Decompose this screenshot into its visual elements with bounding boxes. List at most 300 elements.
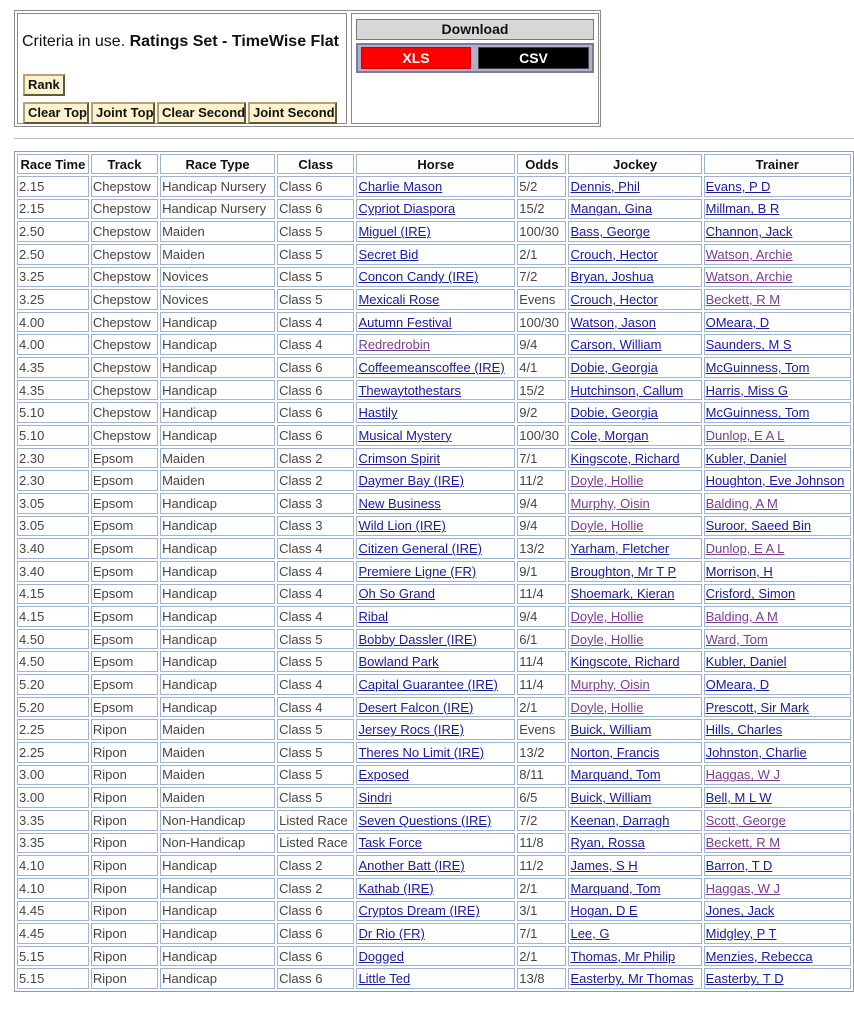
race-time-cell: 3.40	[17, 561, 89, 582]
class-cell: Class 4	[277, 674, 354, 695]
jockey-link[interactable]: Ryan, Rossa	[570, 835, 645, 851]
track-cell: Epsom	[91, 493, 158, 514]
odds-cell: Evens	[517, 719, 566, 740]
horse-link[interactable]: Dogged	[358, 948, 404, 964]
race-type-cell: Maiden	[160, 787, 275, 808]
clear-second-button[interactable]: Clear Second	[157, 102, 246, 124]
class-cell: Class 3	[277, 516, 354, 537]
horse-link[interactable]: Daymer Bay (IRE)	[358, 473, 464, 489]
horse-cell	[356, 425, 515, 446]
results-body	[17, 176, 851, 989]
jockey-link[interactable]: Easterby, Mr Thomas	[570, 971, 694, 987]
horse-link[interactable]: Musical Mystery	[358, 427, 452, 443]
track-cell: Chepstow	[91, 244, 158, 265]
jockey-link[interactable]: Doyle, Hollie	[570, 699, 644, 715]
jockey-link[interactable]: Bryan, Joshua	[570, 269, 654, 285]
jockey-link[interactable]: Crouch, Hector	[570, 246, 658, 262]
jockey-link[interactable]: Dobie, Georgia	[570, 405, 658, 421]
race-type-cell: Handicap	[160, 380, 275, 401]
horse-link[interactable]: Crimson Spirit	[358, 450, 441, 466]
trainer-link[interactable]: Evans, P D	[705, 178, 771, 194]
trainer-link[interactable]: Beckett, R M	[705, 835, 781, 851]
jockey-cell	[568, 629, 701, 650]
table-row	[17, 742, 851, 763]
trainer-link[interactable]: OMeara, D	[705, 676, 770, 692]
jockey-link[interactable]: Doyle, Hollie	[570, 473, 644, 489]
divider	[14, 138, 854, 139]
table-row	[17, 810, 851, 831]
odds-cell: Evens	[517, 289, 566, 310]
horse-link[interactable]: Autumn Festival	[358, 314, 452, 330]
xls-download-button[interactable]: XLS	[361, 47, 471, 69]
race-time-cell: 5.15	[17, 946, 89, 967]
race-time-cell: 4.10	[17, 855, 89, 876]
horse-cell	[356, 538, 515, 559]
track-cell: Chepstow	[91, 289, 158, 310]
class-cell: Class 6	[277, 199, 354, 220]
race-type-cell: Handicap	[160, 334, 275, 355]
race-type-cell: Maiden	[160, 742, 275, 763]
trainer-link[interactable]: Menzies, Rebecca	[705, 948, 813, 964]
race-type-cell: Handicap	[160, 968, 275, 989]
jockey-cell	[568, 561, 701, 582]
race-time-cell: 4.10	[17, 878, 89, 899]
class-cell: Class 2	[277, 448, 354, 469]
race-type-cell: Maiden	[160, 448, 275, 469]
trainer-link[interactable]: Balding, A M	[705, 495, 778, 511]
trainer-cell	[704, 199, 851, 220]
track-cell: Chepstow	[91, 176, 158, 197]
horse-link[interactable]: Sindri	[358, 790, 392, 806]
track-cell: Epsom	[91, 629, 158, 650]
jockey-cell	[568, 855, 701, 876]
race-type-cell: Handicap	[160, 855, 275, 876]
horse-cell	[356, 176, 515, 197]
table-row	[17, 765, 851, 786]
horse-link[interactable]: Seven Questions (IRE)	[358, 812, 492, 828]
jockey-cell	[568, 584, 701, 605]
table-row	[17, 538, 851, 559]
race-time-cell: 4.00	[17, 312, 89, 333]
horse-link[interactable]: Citizen General (IRE)	[358, 541, 482, 557]
table-row	[17, 719, 851, 740]
jockey-cell	[568, 833, 701, 854]
jockey-link[interactable]: Buick, William	[570, 722, 652, 738]
class-cell: Class 6	[277, 425, 354, 446]
race-time-cell: 3.35	[17, 833, 89, 854]
race-type-cell: Handicap	[160, 923, 275, 944]
criteria-text	[22, 33, 339, 51]
jockey-cell	[568, 810, 701, 831]
trainer-cell	[704, 289, 851, 310]
trainer-cell	[704, 901, 851, 922]
table-row	[17, 946, 851, 967]
horse-link[interactable]: Wild Lion (IRE)	[358, 518, 446, 534]
race-type-cell: Novices	[160, 289, 275, 310]
table-row	[17, 584, 851, 605]
jockey-link[interactable]: Dennis, Phil	[570, 178, 640, 194]
trainer-link[interactable]: Dunlop, E A L	[705, 427, 785, 443]
track-cell: Ripon	[91, 878, 158, 899]
track-cell: Ripon	[91, 787, 158, 808]
track-cell: Ripon	[91, 810, 158, 831]
jockey-cell	[568, 402, 701, 423]
horse-link[interactable]: Bowland Park	[358, 654, 439, 670]
jockey-link[interactable]: Doyle, Hollie	[570, 518, 644, 534]
jockey-cell	[568, 787, 701, 808]
jockey-link[interactable]: Marquand, Tom	[570, 880, 661, 896]
trainer-cell	[704, 584, 851, 605]
csv-download-button[interactable]: CSV	[478, 47, 589, 69]
jockey-link[interactable]: Mangan, Gina	[570, 201, 653, 217]
class-cell: Class 6	[277, 901, 354, 922]
horse-link[interactable]: Task Force	[358, 835, 423, 851]
table-row	[17, 176, 851, 197]
horse-cell	[356, 312, 515, 333]
class-cell: Class 4	[277, 561, 354, 582]
horse-cell	[356, 946, 515, 967]
horse-cell	[356, 697, 515, 718]
jockey-link[interactable]: Murphy, Oisin	[570, 495, 650, 511]
horse-link[interactable]: Ribal	[358, 608, 389, 624]
horse-link[interactable]: Another Batt (IRE)	[358, 858, 465, 874]
table-row	[17, 267, 851, 288]
jockey-link[interactable]: Hogan, D E	[570, 903, 638, 919]
trainer-link[interactable]: McGuinness, Tom	[705, 359, 810, 375]
trainer-link[interactable]: Jones, Jack	[705, 903, 775, 919]
race-type-cell: Handicap	[160, 584, 275, 605]
odds-cell: 9/2	[517, 402, 566, 423]
trainer-cell	[704, 742, 851, 763]
jockey-link[interactable]: Bass, George	[570, 224, 650, 240]
race-time-cell: 3.00	[17, 765, 89, 786]
download-box	[351, 13, 599, 124]
odds-cell: 11/4	[517, 584, 566, 605]
race-time-cell: 4.15	[17, 606, 89, 627]
trainer-link[interactable]: Channon, Jack	[705, 224, 793, 240]
horse-link[interactable]: Theres No Limit (IRE)	[358, 744, 485, 760]
table-row	[17, 312, 851, 333]
horse-link[interactable]: Exposed	[358, 767, 410, 783]
trainer-link[interactable]: Johnston, Charlie	[705, 744, 807, 760]
trainer-link[interactable]: OMeara, D	[705, 314, 770, 330]
trainer-link[interactable]: Bell, M L W	[705, 790, 772, 806]
trainer-link[interactable]: Balding, A M	[705, 608, 778, 624]
trainer-link[interactable]: Saunders, M S	[705, 337, 792, 353]
table-row	[17, 968, 851, 989]
track-cell: Epsom	[91, 606, 158, 627]
table-row	[17, 516, 851, 537]
race-time-cell: 4.00	[17, 334, 89, 355]
race-time-cell: 4.45	[17, 901, 89, 922]
odds-cell: 9/1	[517, 561, 566, 582]
jockey-link[interactable]: Crouch, Hector	[570, 292, 658, 308]
horse-cell	[356, 629, 515, 650]
race-time-cell: 3.05	[17, 493, 89, 514]
track-cell: Chepstow	[91, 199, 158, 220]
race-type-cell: Handicap	[160, 312, 275, 333]
table-row	[17, 606, 851, 627]
race-time-cell: 2.25	[17, 719, 89, 740]
trainer-link[interactable]: Kubler, Daniel	[705, 450, 787, 466]
race-time-cell: 2.30	[17, 470, 89, 491]
table-row	[17, 380, 851, 401]
jockey-cell	[568, 334, 701, 355]
horse-cell	[356, 901, 515, 922]
header-race-type: Race Type	[160, 154, 275, 174]
odds-cell: 7/1	[517, 923, 566, 944]
horse-link[interactable]: Charlie Mason	[358, 178, 443, 194]
trainer-cell	[704, 968, 851, 989]
jockey-cell	[568, 946, 701, 967]
jockey-link[interactable]: Broughton, Mr T P	[570, 563, 677, 579]
race-time-cell: 2.15	[17, 176, 89, 197]
jockey-cell	[568, 697, 701, 718]
race-time-cell: 3.00	[17, 787, 89, 808]
trainer-link[interactable]: Kubler, Daniel	[705, 654, 787, 670]
horse-link[interactable]: New Business	[358, 495, 441, 511]
trainer-link[interactable]: Millman, B R	[705, 201, 780, 217]
horse-link[interactable]: Capital Guarantee (IRE)	[358, 676, 498, 692]
trainer-link[interactable]: Beckett, R M	[705, 292, 781, 308]
race-time-cell: 5.10	[17, 425, 89, 446]
jockey-cell	[568, 968, 701, 989]
trainer-link[interactable]: Morrison, H	[705, 563, 773, 579]
table-row	[17, 629, 851, 650]
race-type-cell: Handicap	[160, 425, 275, 446]
horse-cell	[356, 833, 515, 854]
class-cell: Class 6	[277, 968, 354, 989]
horse-link[interactable]: Concon Candy (IRE)	[358, 269, 479, 285]
clear-top-button[interactable]: Clear Top	[23, 102, 89, 124]
trainer-cell	[704, 651, 851, 672]
trainer-link[interactable]: Midgley, P T	[705, 925, 777, 941]
horse-cell	[356, 357, 515, 378]
race-time-cell: 3.35	[17, 810, 89, 831]
horse-cell	[356, 719, 515, 740]
horse-cell	[356, 810, 515, 831]
jockey-cell	[568, 357, 701, 378]
jockey-link[interactable]: Norton, Francis	[570, 744, 660, 760]
odds-cell: 5/2	[517, 176, 566, 197]
jockey-link[interactable]: Marquand, Tom	[570, 767, 661, 783]
jockey-link[interactable]: Cole, Morgan	[570, 427, 649, 443]
horse-link[interactable]: Coffeemeanscoffee (IRE)	[358, 359, 505, 375]
horse-link[interactable]: Jersey Rocs (IRE)	[358, 722, 464, 738]
horse-link[interactable]: Thewaytothestars	[358, 382, 462, 398]
horse-cell	[356, 199, 515, 220]
horse-cell	[356, 765, 515, 786]
trainer-link[interactable]: Barron, T D	[705, 858, 773, 874]
horse-cell	[356, 221, 515, 242]
jockey-cell	[568, 221, 701, 242]
track-cell: Epsom	[91, 584, 158, 605]
race-time-cell: 3.25	[17, 267, 89, 288]
jockey-link[interactable]: Murphy, Oisin	[570, 676, 650, 692]
jockey-link[interactable]: Lee, G	[570, 925, 610, 941]
jockey-link[interactable]: Kingscote, Richard	[570, 450, 680, 466]
trainer-link[interactable]: Houghton, Eve Johnson	[705, 473, 845, 489]
horse-link[interactable]: Premiere Ligne (FR)	[358, 563, 477, 579]
trainer-link[interactable]: Dunlop, E A L	[705, 541, 785, 557]
trainer-link[interactable]: McGuinness, Tom	[705, 405, 810, 421]
header-class: Class	[277, 154, 354, 174]
horse-link[interactable]: Cryptos Dream (IRE)	[358, 903, 480, 919]
horse-link[interactable]: Secret Bid	[358, 246, 419, 262]
jockey-cell	[568, 176, 701, 197]
trainer-link[interactable]: Ward, Tom	[705, 631, 768, 647]
jockey-link[interactable]: Hutchinson, Callum	[570, 382, 684, 398]
race-time-cell: 2.25	[17, 742, 89, 763]
trainer-cell	[704, 380, 851, 401]
track-cell: Ripon	[91, 901, 158, 922]
track-cell: Chepstow	[91, 312, 158, 333]
trainer-link[interactable]: Watson, Archie	[705, 246, 793, 262]
table-row	[17, 923, 851, 944]
horse-link[interactable]: Cypriot Diaspora	[358, 201, 456, 217]
trainer-link[interactable]: Suroor, Saeed Bin	[705, 518, 812, 534]
trainer-link[interactable]: Crisford, Simon	[705, 586, 796, 602]
class-cell: Class 4	[277, 697, 354, 718]
jockey-cell	[568, 674, 701, 695]
jockey-link[interactable]: Shoemark, Kieran	[570, 586, 675, 602]
track-cell: Chepstow	[91, 425, 158, 446]
race-type-cell: Handicap	[160, 697, 275, 718]
race-time-cell: 4.35	[17, 380, 89, 401]
horse-link[interactable]: Mexicali Rose	[358, 292, 440, 308]
jockey-cell	[568, 516, 701, 537]
jockey-link[interactable]: Doyle, Hollie	[570, 631, 644, 647]
jockey-cell	[568, 312, 701, 333]
horse-cell	[356, 470, 515, 491]
class-cell: Class 6	[277, 402, 354, 423]
odds-cell: 2/1	[517, 946, 566, 967]
download-header: Download	[356, 19, 594, 40]
odds-cell: 100/30	[517, 425, 566, 446]
class-cell: Class 5	[277, 651, 354, 672]
track-cell: Ripon	[91, 855, 158, 876]
race-time-cell: 4.15	[17, 584, 89, 605]
race-type-cell: Handicap	[160, 629, 275, 650]
horse-link[interactable]: Little Ted	[358, 971, 411, 987]
table-row	[17, 470, 851, 491]
trainer-link[interactable]: Watson, Archie	[705, 269, 793, 285]
table-row	[17, 787, 851, 808]
jockey-link[interactable]: Doyle, Hollie	[570, 608, 644, 624]
race-time-cell: 3.25	[17, 289, 89, 310]
jockey-link[interactable]: Kingscote, Richard	[570, 654, 680, 670]
table-row	[17, 334, 851, 355]
horse-link[interactable]: Bobby Dassler (IRE)	[358, 631, 477, 647]
jockey-link[interactable]: Thomas, Mr Philip	[570, 948, 676, 964]
race-type-cell: Handicap	[160, 493, 275, 514]
class-cell: Class 5	[277, 244, 354, 265]
horse-link[interactable]: Redredrobin	[358, 337, 430, 353]
horse-link[interactable]: Kathab (IRE)	[358, 880, 434, 896]
jockey-link[interactable]: Keenan, Darragh	[570, 812, 670, 828]
odds-cell: 13/2	[517, 538, 566, 559]
horse-link[interactable]: Miguel (IRE)	[358, 224, 431, 240]
header-horse: Horse	[356, 154, 515, 174]
horse-cell	[356, 968, 515, 989]
track-cell: Chepstow	[91, 334, 158, 355]
trainer-cell	[704, 787, 851, 808]
race-time-cell: 4.35	[17, 357, 89, 378]
class-cell: Class 5	[277, 267, 354, 288]
class-cell: Class 4	[277, 334, 354, 355]
horse-cell	[356, 244, 515, 265]
jockey-cell	[568, 470, 701, 491]
jockey-link[interactable]: Dobie, Georgia	[570, 359, 658, 375]
odds-cell: 100/30	[517, 221, 566, 242]
jockey-cell	[568, 606, 701, 627]
odds-cell: 9/4	[517, 493, 566, 514]
race-type-cell: Maiden	[160, 765, 275, 786]
trainer-link[interactable]: Easterby, T D	[705, 971, 784, 987]
odds-cell: 3/1	[517, 901, 566, 922]
trainer-cell	[704, 516, 851, 537]
class-cell: Class 6	[277, 380, 354, 401]
table-row	[17, 289, 851, 310]
odds-cell: 13/2	[517, 742, 566, 763]
trainer-cell	[704, 470, 851, 491]
class-cell: Class 4	[277, 584, 354, 605]
trainer-cell	[704, 267, 851, 288]
jockey-cell	[568, 742, 701, 763]
trainer-link[interactable]: Hills, Charles	[705, 722, 783, 738]
trainer-link[interactable]: Prescott, Sir Mark	[705, 699, 809, 715]
trainer-cell	[704, 312, 851, 333]
jockey-link[interactable]: Yarham, Fletcher	[570, 541, 670, 557]
race-time-cell: 4.50	[17, 629, 89, 650]
race-type-cell: Handicap	[160, 878, 275, 899]
header-odds: Odds	[517, 154, 566, 174]
joint-top-button[interactable]: Joint Top	[91, 102, 155, 124]
class-cell: Class 4	[277, 312, 354, 333]
track-cell: Epsom	[91, 697, 158, 718]
horse-link[interactable]: Hastily	[358, 405, 398, 421]
horse-link[interactable]: Oh So Grand	[358, 586, 436, 602]
race-type-cell: Handicap	[160, 561, 275, 582]
trainer-link[interactable]: Scott, George	[705, 812, 786, 828]
race-type-cell: Maiden	[160, 221, 275, 242]
download-buttons	[356, 43, 594, 73]
trainer-link[interactable]: Haggas, W J	[705, 880, 781, 896]
class-cell: Class 6	[277, 176, 354, 197]
trainer-link[interactable]: Harris, Miss G	[705, 382, 788, 398]
jockey-link[interactable]: Carson, William	[570, 337, 662, 353]
criteria-prefix: Criteria in use.	[22, 33, 130, 50]
trainer-cell	[704, 334, 851, 355]
jockey-link[interactable]: James, S H	[570, 858, 638, 874]
jockey-link[interactable]: Watson, Jason	[570, 314, 656, 330]
trainer-cell	[704, 674, 851, 695]
horse-link[interactable]: Dr Rio (FR)	[358, 925, 425, 941]
odds-cell: 6/5	[517, 787, 566, 808]
horse-cell	[356, 402, 515, 423]
trainer-link[interactable]: Haggas, W J	[705, 767, 781, 783]
joint-second-button[interactable]: Joint Second	[248, 102, 337, 124]
criteria-name: Ratings Set - TimeWise Flat	[129, 33, 339, 50]
jockey-cell	[568, 199, 701, 220]
race-time-cell: 4.50	[17, 651, 89, 672]
odds-cell: 7/2	[517, 267, 566, 288]
criteria-box	[17, 13, 347, 124]
jockey-link[interactable]: Buick, William	[570, 790, 652, 806]
rank-button[interactable]: Rank	[23, 74, 65, 96]
horse-link[interactable]: Desert Falcon (IRE)	[358, 699, 474, 715]
trainer-cell	[704, 606, 851, 627]
